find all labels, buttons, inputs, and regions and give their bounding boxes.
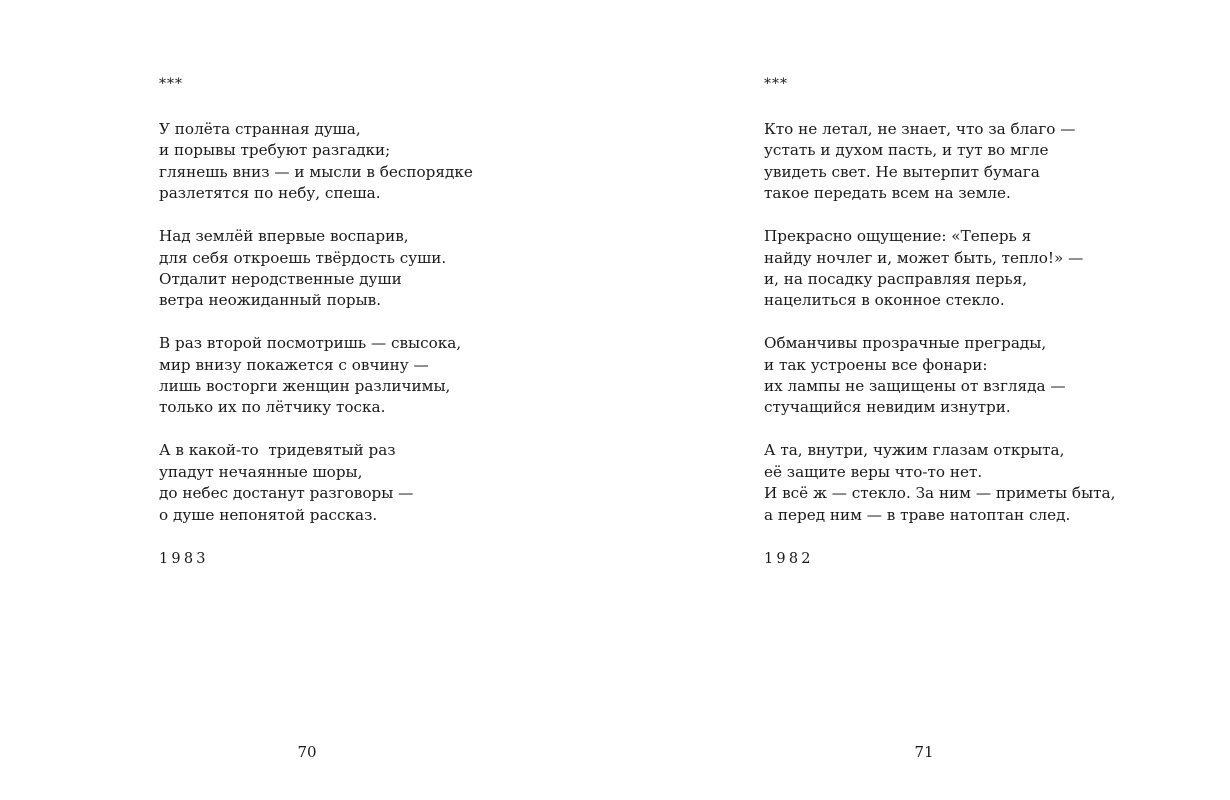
poem-line: И всё ж — стекло. За ним — приметы быта,	[764, 484, 1116, 503]
poem-line: а перед ним — в траве натоптан след.	[764, 505, 1071, 524]
stanza-4	[159, 440, 473, 526]
poem-line: и порывы требуют разгадки;	[159, 141, 391, 160]
poem-separator-asterisks: ***	[764, 76, 788, 92]
poem-line: её защите веры что-то нет.	[764, 462, 983, 481]
poem-year: 1982	[764, 550, 814, 567]
poem-line: о душе непонятой рассказ.	[159, 505, 378, 524]
poem-line: Отдалит неродственные души	[159, 269, 402, 288]
poem-line: лишь восторги женщин различимы,	[159, 377, 451, 396]
poem-line: ветра неожиданный порыв.	[159, 291, 382, 310]
poem-line: для себя откроешь твёрдость суши.	[159, 248, 447, 267]
poem-line: и, на посадку расправляя перья,	[764, 269, 1028, 288]
poem-line: разлетятся по небу, спеша.	[159, 184, 381, 203]
stanza-4	[764, 440, 1115, 526]
poem-line: В раз второй посмотришь — свысока,	[159, 334, 462, 353]
poem-line: мир внизу покажется с овчину —	[159, 355, 429, 374]
stanza-3	[764, 333, 1115, 419]
page-right	[615, 0, 1230, 800]
page-number: 71	[914, 743, 934, 761]
stanza-1	[159, 119, 473, 205]
poem-line: до небес достанут разговоры —	[159, 484, 414, 503]
poem-line: Над землёй впервые воспарив,	[159, 227, 409, 246]
poem-line: У полёта странная душа,	[159, 120, 361, 138]
poem-line: упадут нечаянные шоры,	[159, 462, 363, 481]
poem-line: только их по лётчику тоска.	[159, 398, 386, 417]
poem-line: увидеть свет. Не вытерпит бумага	[764, 162, 1040, 181]
poem-line: А та, внутри, чужим глазам открыта,	[764, 441, 1065, 460]
poem-line: их лампы не защищены от взгляда —	[764, 377, 1066, 396]
poem-line: устать и духом пасть, и тут во мгле	[764, 141, 1049, 160]
poem-year: 1983	[159, 550, 209, 567]
poem	[764, 74, 1115, 570]
poem-line: глянешь вниз — и мысли в беспорядке	[159, 162, 473, 181]
poem-line: стучащийся невидим изнутри.	[764, 398, 1011, 417]
stanza-2	[764, 226, 1115, 312]
stanza-3	[159, 333, 473, 419]
poem-line: А в какой-то тридевятый раз	[159, 441, 396, 460]
poem-line: и так устроены все фонари:	[764, 355, 988, 374]
poem-line: Кто не летал, не знает, что за благо —	[764, 120, 1076, 138]
poem-line: найду ночлег и, может быть, тепло!» —	[764, 248, 1084, 267]
stanza-1	[764, 119, 1115, 205]
poem-line: Обманчивы прозрачные преграды,	[764, 334, 1047, 353]
poem-line: такое передать всем на земле.	[764, 184, 1011, 203]
stanza-2	[159, 226, 473, 312]
poem-line: Прекрасно ощущение: «Теперь я	[764, 227, 1032, 246]
poem	[159, 74, 473, 570]
poem-line: нацелиться в оконное стекло.	[764, 291, 1005, 310]
page-number: 70	[297, 743, 317, 761]
poem-separator-asterisks: ***	[159, 76, 183, 92]
